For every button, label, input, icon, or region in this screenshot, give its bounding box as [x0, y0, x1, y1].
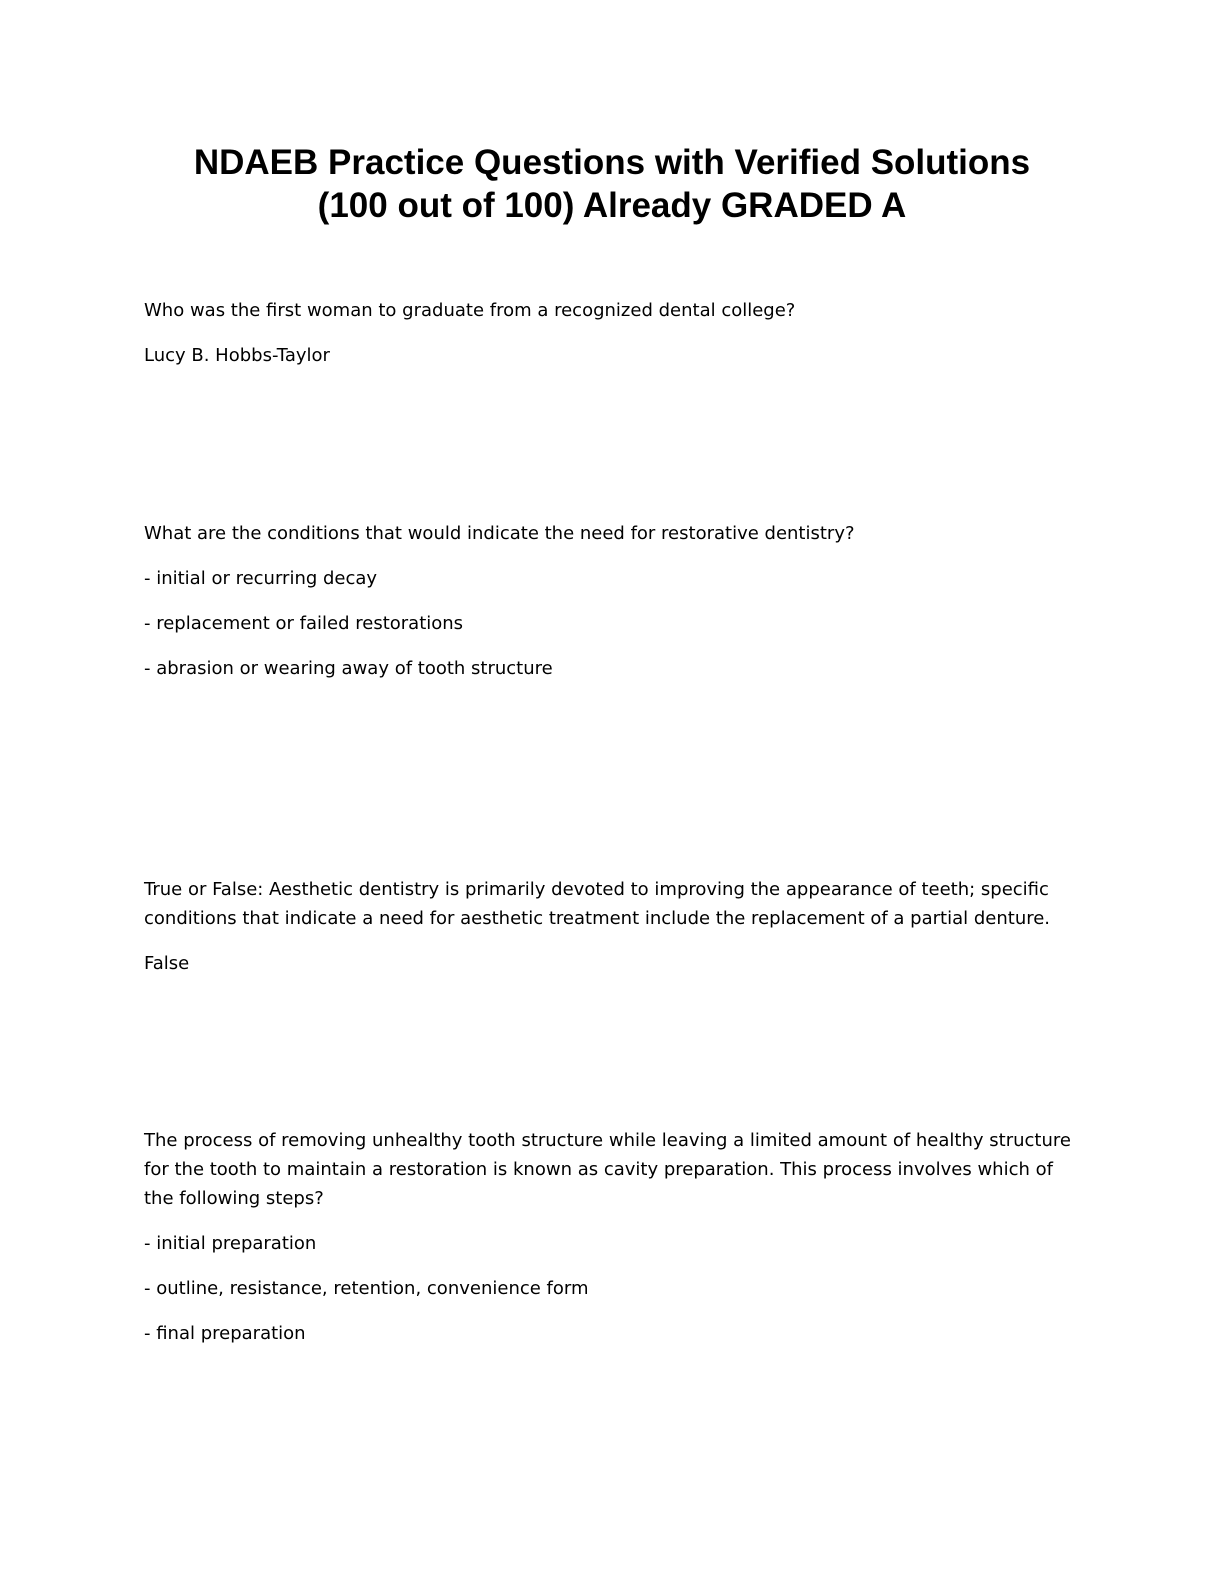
answer-4-1: - initial preparation: [144, 1233, 317, 1254]
qa-item-1: [144, 296, 1084, 386]
answer-1-1: Lucy B. Hobbs-Taylor: [144, 345, 330, 366]
answer-4-2: - outline, resistance, retention, convenience form: [144, 1278, 589, 1299]
question-2: What are the conditions that would indicate the need for restorative dentistry?: [144, 523, 855, 544]
answer-2-1: - initial or recurring decay: [144, 568, 378, 589]
answer-2-3: - abrasion or wearing away of tooth structure: [144, 658, 553, 679]
answer-3-1: False: [144, 953, 190, 974]
title-line-1: NDAEB Practice Questions with Verified Solutions: [193, 143, 1031, 182]
question-3: True or False: Aesthetic dentistry is primarily devoted to improving the appearance of teeth; specific conditions that indicate a need for aesthetic treatment include the replacement of a partial denture.: [144, 879, 1051, 929]
question-1: Who was the first woman to graduate from a recognized dental college?: [144, 300, 796, 321]
qa-item-2: [144, 519, 1084, 699]
qa-item-4: [144, 1126, 1084, 1364]
title-line-2: (100 out of 100) Already GRADED A: [317, 186, 907, 225]
question-4: The process of removing unhealthy tooth structure while leaving a limited amount of healthy structure for the tooth to maintain a restoration is known as cavity preparation. This process involves which of the following steps?: [144, 1130, 1071, 1209]
document-title: [0, 141, 1224, 227]
qa-item-3: [144, 875, 1084, 994]
answer-4-3: - final preparation: [144, 1323, 306, 1344]
answer-2-2: - replacement or failed restorations: [144, 613, 464, 634]
